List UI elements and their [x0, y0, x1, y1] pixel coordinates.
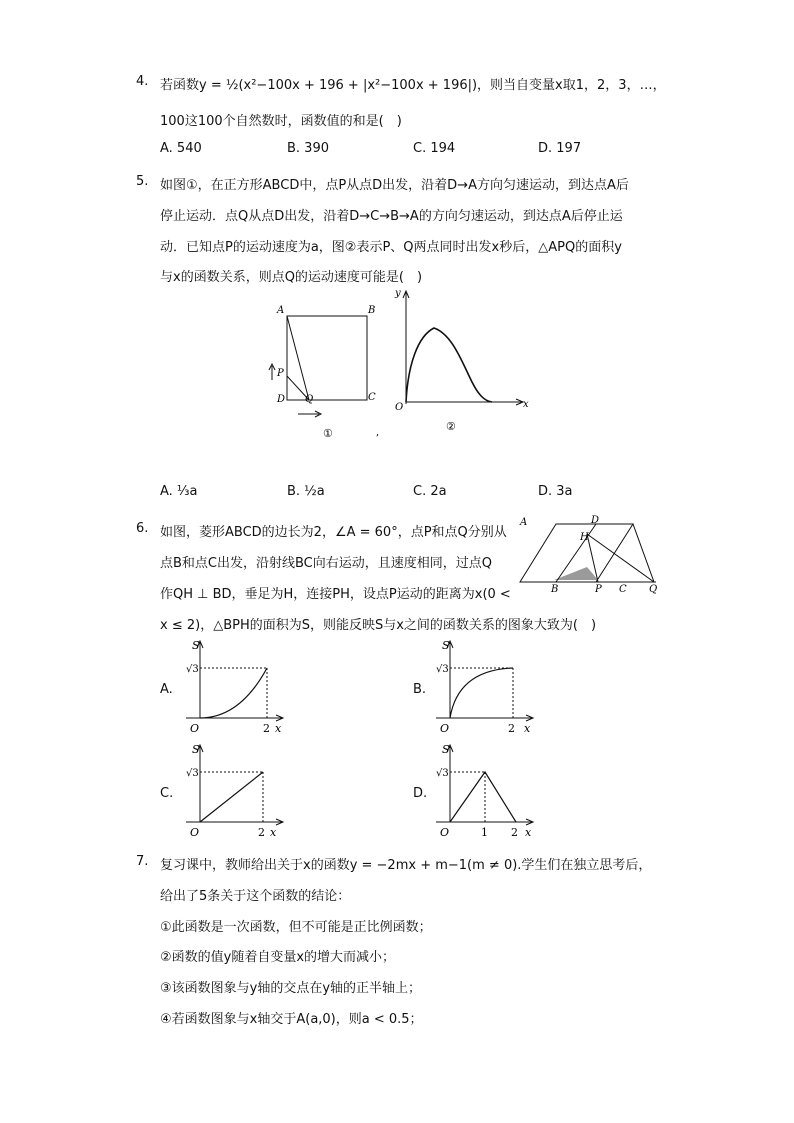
caption-2: ②: [446, 420, 456, 433]
q5-number: 5.: [136, 174, 149, 189]
label-x: x: [523, 399, 529, 410]
curve-concave-up: [200, 668, 267, 718]
label-sqrt3: √3: [436, 768, 449, 779]
label-b: B: [368, 305, 376, 316]
q5-line2: 停止运动．点Q从点D出发，沿着D→C→B→A的方向匀速运动，到达点A后停止运: [160, 209, 623, 224]
q6-line3: 作QH ⊥ BD，垂足为H，连接PH，设点P运动的距离为x(0 <: [160, 587, 511, 602]
label-2: 2: [258, 826, 265, 839]
label-2: 2: [511, 826, 518, 839]
q5-option-d: D. 3a: [538, 484, 573, 499]
curve-concave-down: [450, 668, 513, 718]
line-linear: [200, 772, 263, 822]
q5-line1: 如图①，在正方形ABCD中，点P从点D出发，沿着D→A方向匀速运动，到达点A后: [160, 178, 629, 193]
q6-number: 6.: [136, 521, 149, 536]
q4-number: 4.: [136, 74, 149, 89]
q5-option-a: A. ⅓a: [160, 484, 198, 499]
segment-qh: [587, 534, 654, 582]
label-x: x: [275, 722, 282, 735]
label-q: Q: [305, 394, 314, 405]
label-p: P: [595, 584, 602, 594]
q7-number: 7.: [136, 854, 149, 869]
q4-option-a: A. 540: [160, 141, 202, 156]
label-2: 2: [263, 722, 270, 735]
label-s: S: [192, 743, 200, 756]
graph-b-label: B.: [413, 682, 427, 697]
label-sqrt3: √3: [186, 768, 199, 779]
graph-c: [178, 740, 293, 848]
q5-option-c: C. 2a: [413, 484, 447, 499]
line-peak: [450, 772, 516, 822]
label-d: D: [591, 515, 600, 526]
q6-line4: x ≤ 2)，△BPH的面积为S，则能反映S与x之间的函数关系的图象大致为( ): [160, 618, 597, 633]
square-abcd: [287, 316, 367, 400]
q6-line2: 点B和点C出发，沿射线BC向右运动，且速度相同，过点Q: [160, 556, 492, 571]
q7-item-2: ②函数的值y随着自变量x的增大而减小；: [160, 950, 396, 965]
label-c: C: [368, 392, 376, 403]
q7-item-1: ①此函数是一次函数，但不可能是正比例函数；: [160, 920, 432, 935]
label-s: S: [442, 639, 450, 652]
label-c: C: [619, 584, 627, 594]
label-a: A: [277, 305, 285, 316]
graph-a: [178, 636, 293, 744]
label-origin: O: [395, 402, 404, 413]
label-p: P: [277, 368, 284, 379]
label-y: y: [395, 288, 401, 299]
label-origin: O: [440, 722, 450, 735]
label-sqrt3: √3: [436, 664, 449, 675]
label-2: 2: [508, 722, 515, 735]
label-origin: O: [190, 826, 200, 839]
graph-d: [428, 740, 543, 848]
q4-option-b: B. 390: [287, 141, 329, 156]
q7-line1: 复习课中，教师给出关于x的函数y = −2mx + m−1(m ≠ 0).学生们在独立思考后，: [160, 858, 652, 873]
q4-line2: 100这100个自然数时，函数值的和是( ): [160, 114, 402, 129]
label-x: x: [270, 826, 277, 839]
area-curve: [406, 328, 492, 402]
q4-line1: 若函数y = ½(x²−100x + 196 + |x²−100x + 196|)，则当自变量x取1，2，3，…，: [160, 78, 666, 93]
q7-item-4: ④若函数图象与x轴交于A(a,0)，则a < 0.5；: [160, 1012, 423, 1027]
q7-line2: 给出了5条关于这个函数的结论：: [160, 889, 351, 904]
label-origin: O: [190, 722, 200, 735]
graph-d-label: D.: [413, 786, 428, 801]
label-s: S: [192, 639, 200, 652]
label-a: A: [520, 517, 528, 528]
label-x: x: [525, 826, 532, 839]
q4-option-c: C. 194: [413, 141, 456, 156]
q5-figure-graph: [392, 284, 532, 439]
q4-option-d: D. 197: [538, 141, 582, 156]
label-b: B: [551, 584, 559, 594]
label-h: H: [580, 532, 589, 543]
graph-b: [428, 636, 543, 744]
stray-mark: ,: [376, 427, 380, 438]
label-origin: O: [440, 826, 450, 839]
q5-line4: 与x的函数关系，则点Q的运动速度可能是( ): [160, 270, 423, 285]
label-d: D: [277, 394, 286, 405]
label-s: S: [442, 743, 450, 756]
q5-figure-square: [265, 296, 390, 446]
triangle-bph-shaded: [554, 567, 598, 580]
segment-dq: [633, 524, 654, 582]
label-x: x: [524, 722, 531, 735]
graph-a-label: A.: [160, 682, 173, 697]
label-sqrt3: √3: [186, 664, 199, 675]
graph-c-label: C.: [160, 786, 174, 801]
q7-item-3: ③该函数图象与y轴的交点在y轴的正半轴上；: [160, 981, 422, 996]
label-q: Q: [649, 584, 658, 594]
q6-line1: 如图，菱形ABCD的边长为2，∠A = 60°，点P和点Q分别从: [160, 525, 507, 540]
q5-line3: 动．已知点P的运动速度为a，图②表示P、Q两点同时出发x秒后，△APQ的面积y: [160, 240, 622, 255]
q5-option-b: B. ½a: [287, 484, 325, 499]
q6-figure-rhombus: [516, 512, 666, 594]
caption-1: ①: [323, 427, 333, 440]
label-1: 1: [481, 826, 488, 839]
